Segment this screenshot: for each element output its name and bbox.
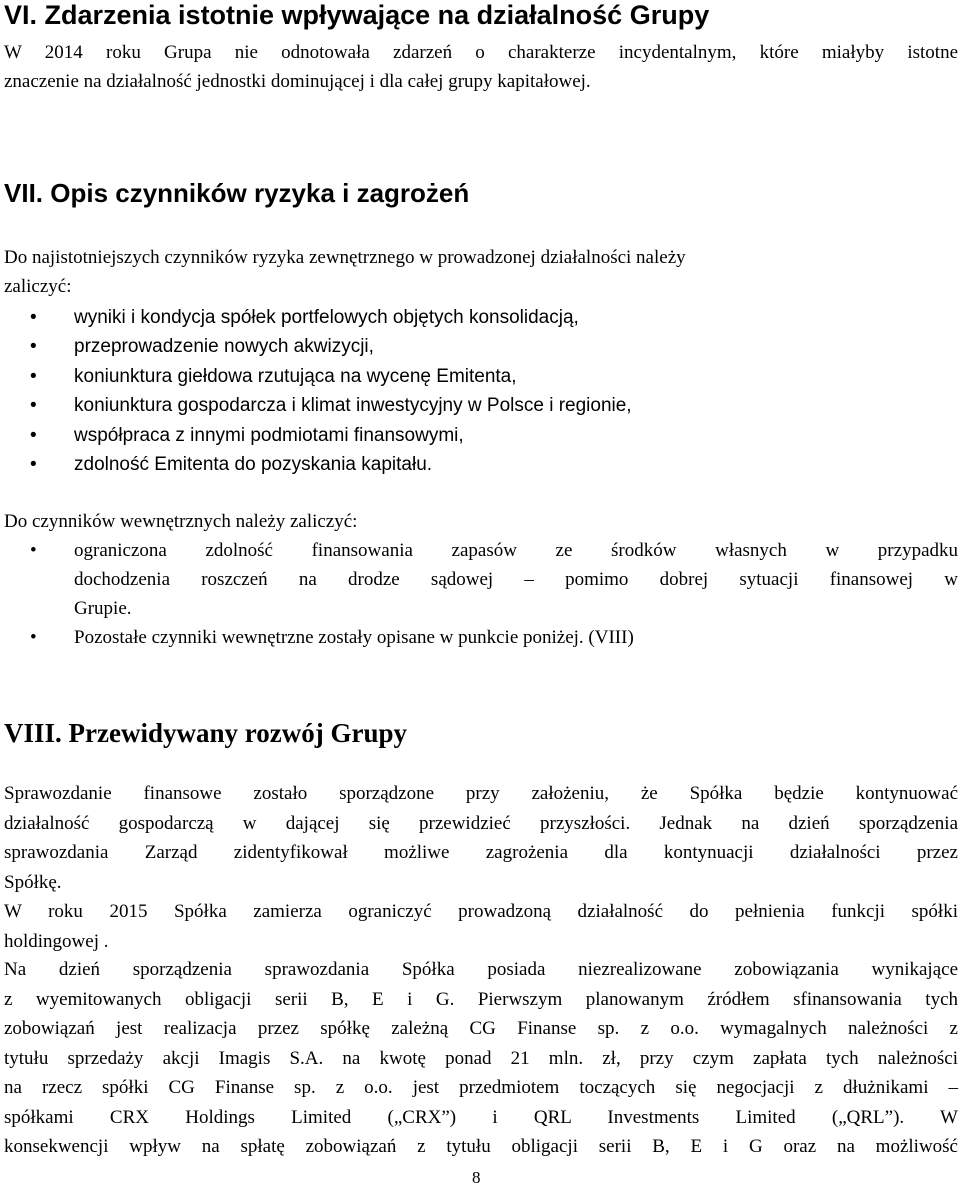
list-item-text — [74, 623, 958, 652]
list-item — [30, 332, 958, 361]
page-number: 8 — [472, 1168, 481, 1187]
list-item — [30, 303, 958, 332]
text-line: spółkami CRX Holdings Limited („CRX”) i QRL Investments Limited („QRL”). W — [4, 1106, 958, 1128]
bullet-icon: • — [30, 454, 37, 476]
text-line: Spółkę. — [4, 871, 62, 893]
list-item-text — [74, 536, 958, 623]
text-line: zobowiązań jest realizacja przez spółkę zależną CG Finanse sp. z o.o. wymagalnych należności z — [4, 1018, 958, 1039]
text-line: W 2014 roku Grupa nie odnotowała zdarzeń o charakterze incydentalnym, które miałyby istotne — [4, 42, 958, 63]
list-item-text: koniunktura gospodarcza i klimat inwestycyjny w Polsce i regionie, — [74, 395, 632, 417]
text-line: dochodzenia roszczeń na drodze sądowej – pomimo dobrej sytuacji finansowej w — [74, 569, 958, 590]
text-line: tytułu sprzedaży akcji Imagis S.A. na kwotę ponad 21 mln. zł, przy czym zapłata tych należności — [4, 1047, 958, 1069]
bullet-icon: • — [30, 395, 37, 417]
bullet-icon: • — [30, 365, 37, 387]
section-8-heading: VIII. Przewidywany rozwój Grupy — [4, 718, 407, 748]
list-item — [30, 391, 958, 420]
text-line: znaczenie na działalność jednostki dominującej i dla całej grupy kapitałowej. — [4, 71, 591, 92]
section-8-paragraph-2 — [4, 897, 958, 956]
text-line: holdingowej . — [4, 930, 109, 952]
text-line: Grupie. — [74, 598, 132, 619]
internal-risks-intro — [4, 507, 958, 536]
text-line: Do czynników wewnętrznych należy zaliczyć: — [4, 511, 358, 532]
section-8-paragraph-1 — [4, 779, 958, 897]
text-line: sprawozdania Zarząd zidentyfikował możliwe zagrożenia dla kontynuacji działalności przez — [4, 842, 958, 863]
text-line: Do najistotniejszych czynników ryzyka zewnętrznego w prowadzonej działalności należy — [4, 247, 686, 268]
text-line: ograniczona zdolność finansowania zapasów ze środków własnych w przypadku — [74, 540, 958, 561]
list-item-text: współpraca z innymi podmiotami finansowymi, — [74, 424, 464, 446]
text-line: z wyemitowanych obligacji serii B, E i G. Pierwszym planowanym źródłem sfinansowania tych — [4, 988, 958, 1010]
list-item — [30, 450, 958, 479]
text-line: Pozostałe czynniki wewnętrzne zostały opisane w punkcie poniżej. (VIII) — [74, 627, 634, 648]
text-line: W roku 2015 Spółka zamierza ograniczyć prowadzoną działalność do pełnienia funkcji spółki — [4, 901, 958, 922]
text-line: konsekwencji wpływ na spłatę zobowiązań z tytułu obligacji serii B, E i G oraz na możliwość — [4, 1136, 958, 1157]
bullet-icon: • — [30, 336, 37, 358]
internal-risks-list — [30, 536, 958, 652]
list-item-text: przeprowadzenie nowych akwizycji, — [74, 336, 374, 358]
list-item — [30, 362, 958, 391]
text-line: Sprawozdanie finansowe zostało sporządzone przy założeniu, że Spółka będzie kontynuować — [4, 783, 958, 804]
section-8-paragraph-3 — [4, 955, 958, 1162]
bullet-icon: • — [30, 424, 37, 446]
list-item — [30, 421, 958, 450]
list-item-text: wyniki i kondycja spółek portfelowych objętych konsolidacją, — [74, 307, 579, 328]
list-item — [30, 536, 958, 623]
bullet-icon: • — [30, 307, 37, 328]
text-line: Na dzień sporządzenia sprawozdania Spółka posiada niezrealizowane zobowiązania wynikające — [4, 959, 958, 980]
external-risks-intro — [4, 243, 958, 301]
section-6-paragraph — [4, 38, 958, 96]
bullet-icon: • — [30, 540, 37, 561]
list-item — [30, 623, 958, 652]
section-7-heading: VII. Opis czynników ryzyka i zagrożeń — [4, 178, 470, 208]
text-line: działalność gospodarczą w dającej się przewidzieć przyszłości. Jednak na dzień sporządzenia — [4, 812, 958, 834]
bullet-icon: • — [30, 627, 37, 648]
list-item-text: zdolność Emitenta do pozyskania kapitału. — [74, 454, 433, 476]
text-line: na rzecz spółki CG Finanse sp. z o.o. jest przedmiotem toczących się negocjacji z dłużnikami – — [4, 1077, 958, 1098]
external-risks-list — [30, 303, 958, 479]
list-item-text: koniunktura giełdowa rzutująca na wycenę Emitenta, — [74, 365, 517, 387]
section-6-heading: VI. Zdarzenia istotnie wpływające na działalność Grupy — [4, 0, 710, 30]
text-line: zaliczyć: — [4, 276, 72, 297]
